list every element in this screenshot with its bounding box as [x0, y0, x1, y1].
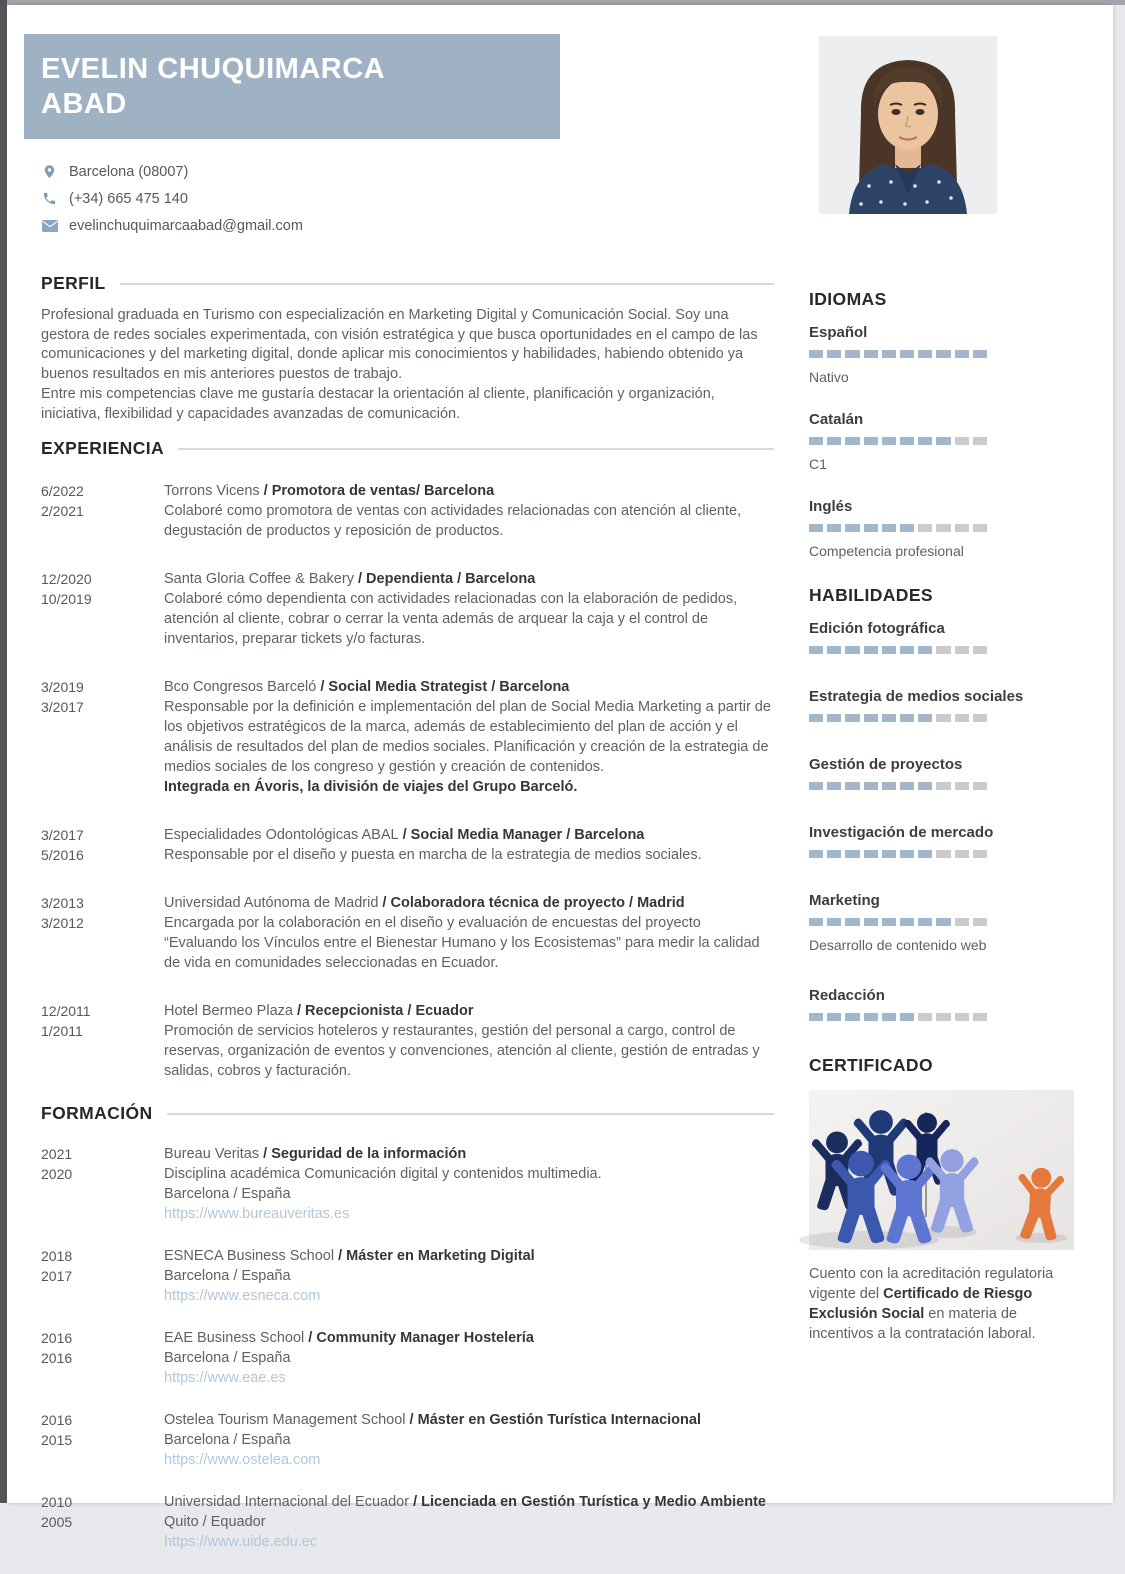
education-link[interactable]: https://www.eae.es: [164, 1370, 286, 1387]
level-segment-filled: [809, 1013, 823, 1021]
main-column: [41, 5, 774, 1574]
level-segment-filled: [827, 646, 841, 654]
level-segment-filled: [900, 782, 914, 790]
level-segment-empty: [973, 918, 987, 926]
certificate-text-bold: Certificado de Riesgo Exclusión Social: [809, 1286, 1033, 1322]
envelope-icon: [41, 217, 58, 234]
education-location: Barcelona / España: [164, 1432, 291, 1449]
language-name: Catalán: [809, 411, 864, 428]
level-segment-filled: [809, 350, 823, 358]
company-name: Universidad Autónoma de Madrid: [164, 895, 379, 912]
level-segment-filled: [900, 850, 914, 858]
education-link[interactable]: https://www.uide.edu.ec: [164, 1534, 318, 1551]
experience-title: [164, 569, 774, 589]
viewer-left-edge: [0, 0, 7, 1503]
level-segment-filled: [809, 918, 823, 926]
language-level-label: Competencia profesional: [809, 543, 964, 559]
experience-dates: [41, 825, 164, 865]
level-segment-filled: [845, 1013, 859, 1021]
degree-title: Licenciada en Gestión Turística y Medio Ambiente: [421, 1494, 766, 1511]
level-segment-filled: [809, 850, 823, 858]
contact-text: Barcelona (08007): [69, 163, 189, 180]
education-body: [164, 1144, 774, 1224]
level-segment-empty: [973, 1013, 987, 1021]
date-end: 2010: [41, 1494, 73, 1511]
skill-name: Investigación de mercado: [809, 824, 994, 841]
job-title: Colaboradora técnica de proyecto / Madrid: [390, 895, 685, 912]
company-name: Torrons Vicens: [164, 483, 260, 500]
level-segment-filled: [864, 850, 878, 858]
experience-title: [164, 481, 774, 501]
level-segment-filled: [918, 850, 932, 858]
level-segment-filled: [809, 646, 823, 654]
date-start: 2015: [41, 1432, 73, 1449]
level-segment-empty: [936, 646, 950, 654]
level-segment-empty: [955, 437, 969, 445]
company-name: Bco Congresos Barceló: [164, 679, 317, 696]
level-segment-filled: [918, 350, 932, 358]
level-segment-filled: [882, 350, 896, 358]
certificado-title: CERTIFICADO: [809, 1055, 933, 1075]
section-heading-experiencia: [41, 438, 774, 459]
title-separator: /: [405, 1412, 418, 1429]
contact-text[interactable]: evelinchuquimarcaabad@gmail.com: [69, 217, 303, 234]
experience-entry: [41, 825, 774, 865]
date-end: 12/2020: [41, 571, 92, 588]
title-separator: /: [334, 1248, 347, 1265]
education-entry: [41, 1328, 774, 1388]
date-start: 3/2012: [41, 915, 84, 932]
level-segment-filled: [864, 714, 878, 722]
experience-description: Colaboré cómo dependienta con actividades relacionadas con la elaboración de pedidos, atención al cliente, cobrar o cerrar la venta además de arquear la caja y el control de inventarios, preparar tickets y/o facturas.: [164, 591, 738, 648]
experience-description: Responsable por el diseño y puesta en marcha de la estrategia de medios sociales.: [164, 847, 702, 864]
level-segment-filled: [827, 782, 841, 790]
job-title: Social Media Strategist / Barcelona: [328, 679, 570, 696]
level-segment-filled: [900, 437, 914, 445]
heading-rule: [120, 283, 774, 285]
education-title: [164, 1410, 774, 1430]
idiomas-title: IDIOMAS: [809, 289, 887, 309]
level-bar: [809, 646, 987, 654]
experience-description: Responsable por la definición e implementación del plan de Social Media Marketing a partir de los objetivos estratégicos de la marca, además de establecimiento del plan de acción y el análisis de resultados del plan de medios sociales. Planificación y creación de la estrategia de medios sociales de los congreso y gestión y creación de contenidos.: [164, 699, 771, 776]
experience-description: Promoción de servicios hoteleros y restaurantes, gestión del personal a cargo, control de reservas, organización de eventos y convenciones, atención al cliente, gestión de entradas y salidas, cobros y facturación.: [164, 1023, 760, 1080]
experiencia-title: EXPERIENCIA: [41, 438, 165, 459]
level-segment-empty: [936, 714, 950, 722]
school-name: Ostelea Tourism Management School: [164, 1412, 406, 1429]
heading-rule: [167, 1113, 774, 1115]
level-segment-filled: [827, 850, 841, 858]
page-title: EVELIN CHUQUIMARCA ABAD: [41, 53, 385, 120]
level-segment-filled: [955, 350, 969, 358]
level-segment-filled: [882, 1013, 896, 1021]
school-name: Bureau Veritas: [164, 1146, 260, 1163]
education-title: [164, 1328, 774, 1348]
level-segment-empty: [955, 850, 969, 858]
date-start: 5/2016: [41, 847, 84, 864]
level-segment-empty: [955, 646, 969, 654]
level-segment-filled: [918, 714, 932, 722]
contact-row: [41, 158, 774, 185]
skill-item: [809, 620, 1074, 654]
date-start: 1/2011: [41, 1023, 83, 1040]
level-segment-filled: [882, 918, 896, 926]
perfil-paragraph: Profesional graduada en Turismo con especialización en Marketing Digital y Comunicación Social. Soy una gestora de redes sociales experimentada, con visión estratégica y que busca oportunidades en el campo de las comunicaciones y del marketing digital, donde aplicar mis conocimientos y habilidades, habiendo obtenido ya buenos resultados en mis anteriores puestos de trabajo.: [41, 307, 758, 383]
experience-body: [164, 893, 774, 973]
level-segment-filled: [882, 714, 896, 722]
title-separator: /: [353, 571, 367, 588]
date-end: 2021: [41, 1146, 73, 1163]
education-link[interactable]: https://www.esneca.com: [164, 1288, 321, 1305]
level-segment-empty: [973, 782, 987, 790]
title-separator: /: [292, 1003, 306, 1020]
date-end: 2016: [41, 1412, 73, 1429]
experience-dates: [41, 1001, 164, 1081]
experience-title: [164, 825, 774, 845]
level-bar: [809, 524, 987, 532]
level-segment-empty: [973, 850, 987, 858]
language-name: Inglés: [809, 498, 853, 515]
level-bar: [809, 918, 987, 926]
level-segment-empty: [955, 918, 969, 926]
date-start: 3/2017: [41, 699, 84, 716]
experience-entry: [41, 481, 774, 541]
job-title: Recepcionista / Ecuador: [305, 1003, 474, 1020]
level-segment-filled: [845, 524, 859, 532]
section-heading-formacion: [41, 1103, 774, 1124]
experience-dates: [41, 893, 164, 973]
experience-entry: [41, 677, 774, 797]
level-segment-empty: [955, 1013, 969, 1021]
title-separator: /: [409, 1494, 422, 1511]
level-segment-filled: [845, 437, 859, 445]
level-bar: [809, 1013, 987, 1021]
level-segment-empty: [936, 850, 950, 858]
education-dates: [41, 1144, 164, 1224]
education-location: Barcelona / España: [164, 1350, 291, 1367]
education-link[interactable]: https://www.bureauveritas.es: [164, 1206, 350, 1223]
degree-title: Seguridad de la información: [271, 1146, 467, 1163]
job-title: Promotora de ventas/ Barcelona: [271, 483, 495, 500]
level-segment-empty: [936, 524, 950, 532]
experience-entry: [41, 893, 774, 973]
level-segment-filled: [809, 782, 823, 790]
education-entry: [41, 1144, 774, 1224]
experience-dates: [41, 481, 164, 541]
title-separator: /: [398, 827, 411, 844]
education-title: [164, 1144, 774, 1164]
skill-sublabel: Desarrollo de contenido web: [809, 937, 987, 953]
level-segment-empty: [955, 524, 969, 532]
education-note: Disciplina académica Comunicación digital y contenidos multimedia.: [164, 1166, 602, 1183]
language-name: Español: [809, 324, 868, 341]
cv-page: [7, 5, 1113, 1551]
skill-item: [809, 892, 1074, 953]
level-segment-filled: [864, 1013, 878, 1021]
education-body: [164, 1246, 774, 1306]
formacion-title: FORMACIÓN: [41, 1103, 153, 1124]
level-segment-filled: [882, 524, 896, 532]
level-bar: [809, 850, 987, 858]
perfil-title: PERFIL: [41, 273, 106, 293]
level-segment-filled: [864, 918, 878, 926]
experience-body: [164, 481, 774, 541]
company-name: Hotel Bermeo Plaza: [164, 1003, 293, 1020]
experience-title: [164, 1001, 774, 1021]
level-segment-filled: [827, 918, 841, 926]
level-segment-empty: [973, 646, 987, 654]
sidebar: [809, 289, 1074, 1574]
level-segment-filled: [900, 646, 914, 654]
phone-icon: [41, 190, 58, 207]
language-item: [809, 498, 1074, 559]
experience-description-bold: Integrada en Ávoris, la división de viajes del Grupo Barceló.: [164, 779, 578, 796]
level-segment-filled: [864, 646, 878, 654]
experience-entry: [41, 569, 774, 649]
level-segment-filled: [845, 350, 859, 358]
school-name: EAE Business School: [164, 1330, 305, 1347]
contact-row: [41, 212, 774, 239]
level-segment-filled: [845, 918, 859, 926]
level-segment-empty: [936, 782, 950, 790]
level-segment-filled: [936, 918, 950, 926]
level-segment-filled: [936, 437, 950, 445]
experience-description: Encargada por la colaboración en el diseño y evaluación de encuestas del proyecto “Evaluando los Vínculos entre el Bienestar Humano y los Ecosistemas” para medir la calidad de vida en comunidades seleccionadas en Ecuador.: [164, 915, 760, 972]
company-name: Especialidades Odontológicas ABAL: [164, 827, 399, 844]
education-body: [164, 1410, 774, 1470]
level-segment-filled: [845, 782, 859, 790]
education-location: Barcelona / España: [164, 1186, 291, 1203]
level-segment-filled: [900, 1013, 914, 1021]
education-dates: [41, 1246, 164, 1306]
skill-name: Marketing: [809, 892, 880, 909]
level-segment-filled: [900, 350, 914, 358]
skill-item: [809, 688, 1074, 722]
level-segment-filled: [918, 918, 932, 926]
level-segment-filled: [827, 524, 841, 532]
level-segment-filled: [809, 524, 823, 532]
level-segment-filled: [864, 782, 878, 790]
experience-description: Colaboré como promotora de ventas con actividades relacionadas con atención al cliente, degustación de productos y reposición de productos.: [164, 503, 742, 540]
level-segment-filled: [827, 714, 841, 722]
certificate-image: [809, 1090, 1074, 1250]
level-segment-filled: [864, 524, 878, 532]
date-end: 3/2013: [41, 895, 84, 912]
level-segment-filled: [845, 850, 859, 858]
level-segment-filled: [918, 646, 932, 654]
date-end: 2016: [41, 1330, 73, 1347]
education-entry: [41, 1492, 774, 1552]
skill-name: Redacción: [809, 987, 885, 1004]
habilidades-title: HABILIDADES: [809, 585, 933, 605]
education-link[interactable]: https://www.ostelea.com: [164, 1452, 321, 1469]
date-start: 2016: [41, 1350, 73, 1367]
language-level-label: C1: [809, 456, 827, 472]
level-bar: [809, 350, 987, 358]
level-segment-filled: [827, 437, 841, 445]
level-segment-filled: [809, 437, 823, 445]
skill-name: Estrategia de medios sociales: [809, 688, 1024, 705]
date-end: 2018: [41, 1248, 73, 1265]
experience-title: [164, 677, 774, 697]
level-segment-filled: [809, 714, 823, 722]
company-name: Santa Gloria Coffee & Bakery: [164, 571, 354, 588]
education-dates: [41, 1410, 164, 1470]
level-segment-filled: [900, 524, 914, 532]
experience-dates: [41, 569, 164, 649]
level-bar: [809, 782, 987, 790]
level-segment-filled: [864, 437, 878, 445]
degree-title: Máster en Gestión Turística Internacional: [417, 1412, 701, 1429]
level-segment-filled: [845, 646, 859, 654]
skill-name: Gestión de proyectos: [809, 756, 963, 773]
language-level-label: Nativo: [809, 369, 849, 385]
certificate-text-post: en materia de incentivos a la contratación laboral.: [809, 1306, 1036, 1342]
perfil-paragraph: Entre mis competencias clave me gustaría destacar la orientación al cliente, planificación y organización, iniciativa, flexibilidad y capacidades avanzadas de comunicación.: [41, 385, 715, 422]
education-entry: [41, 1410, 774, 1470]
experience-title: [164, 893, 774, 913]
level-segment-filled: [973, 350, 987, 358]
education-dates: [41, 1328, 164, 1388]
profile-photo-image: [819, 36, 997, 214]
language-item: [809, 324, 1074, 385]
level-segment-filled: [827, 350, 841, 358]
date-end: 3/2019: [41, 679, 84, 696]
date-end: 3/2017: [41, 827, 84, 844]
level-segment-empty: [973, 524, 987, 532]
languages-list: [809, 324, 1074, 559]
level-segment-filled: [882, 850, 896, 858]
level-segment-filled: [936, 350, 950, 358]
level-segment-filled: [900, 918, 914, 926]
experience-body: [164, 569, 774, 649]
level-bar: [809, 437, 987, 445]
level-segment-empty: [973, 714, 987, 722]
level-segment-filled: [918, 437, 932, 445]
level-segment-filled: [900, 714, 914, 722]
level-segment-filled: [845, 714, 859, 722]
title-separator: /: [316, 679, 329, 696]
contact-row: [41, 185, 774, 212]
degree-title: Máster en Marketing Digital: [346, 1248, 535, 1265]
experience-list: [41, 481, 774, 1081]
level-segment-empty: [955, 714, 969, 722]
language-item: [809, 411, 1074, 472]
experience-body: [164, 677, 774, 797]
level-segment-empty: [973, 437, 987, 445]
date-end: 6/2022: [41, 483, 84, 500]
name-banner: [24, 34, 560, 139]
certificate-text: [809, 1264, 1074, 1344]
level-segment-filled: [882, 782, 896, 790]
school-name: Universidad Internacional del Ecuador: [164, 1494, 410, 1511]
date-start: 2017: [41, 1268, 73, 1285]
education-location: Barcelona / España: [164, 1268, 291, 1285]
education-body: [164, 1492, 774, 1552]
title-separator: /: [259, 483, 272, 500]
skill-item: [809, 756, 1074, 790]
education-body: [164, 1328, 774, 1388]
section-heading-perfil: [41, 273, 774, 294]
title-separator: /: [378, 895, 391, 912]
certificate-text-pre: Cuento con la acreditación regulatoria vigente del: [809, 1266, 1054, 1302]
title-separator: /: [304, 1330, 317, 1347]
skills-list: [809, 620, 1074, 1021]
level-segment-filled: [864, 350, 878, 358]
level-segment-filled: [882, 437, 896, 445]
education-title: [164, 1492, 774, 1512]
experience-entry: [41, 1001, 774, 1081]
level-bar: [809, 714, 987, 722]
level-segment-empty: [918, 524, 932, 532]
date-start: 2/2021: [41, 503, 84, 520]
education-list: [41, 1144, 774, 1552]
experience-body: [164, 825, 774, 865]
skill-item: [809, 987, 1074, 1021]
date-start: 10/2019: [41, 591, 92, 608]
education-location: Quito / Equador: [164, 1514, 266, 1531]
date-start: 2005: [41, 1514, 73, 1531]
heading-rule: [178, 448, 774, 450]
location-pin-icon: [41, 163, 58, 180]
job-title: Dependienta / Barcelona: [366, 571, 536, 588]
level-segment-empty: [955, 782, 969, 790]
degree-title: Community Manager Hostelería: [316, 1330, 534, 1347]
level-segment-filled: [882, 646, 896, 654]
level-segment-filled: [827, 1013, 841, 1021]
date-start: 2020: [41, 1166, 73, 1183]
profile-photo: [819, 36, 997, 214]
experience-body: [164, 1001, 774, 1081]
contact-text: (+34) 665 475 140: [69, 190, 188, 207]
education-entry: [41, 1246, 774, 1306]
education-dates: [41, 1492, 164, 1552]
skill-item: [809, 824, 1074, 858]
skill-name: Edición fotográfica: [809, 620, 945, 637]
school-name: ESNECA Business School: [164, 1248, 335, 1265]
date-end: 12/2011: [41, 1003, 91, 1020]
level-segment-empty: [936, 1013, 950, 1021]
contact-block: [41, 158, 774, 239]
level-segment-filled: [918, 782, 932, 790]
title-separator: /: [259, 1146, 272, 1163]
level-segment-empty: [918, 1013, 932, 1021]
education-title: [164, 1246, 774, 1266]
experience-dates: [41, 677, 164, 797]
job-title: Social Media Manager / Barcelona: [410, 827, 645, 844]
